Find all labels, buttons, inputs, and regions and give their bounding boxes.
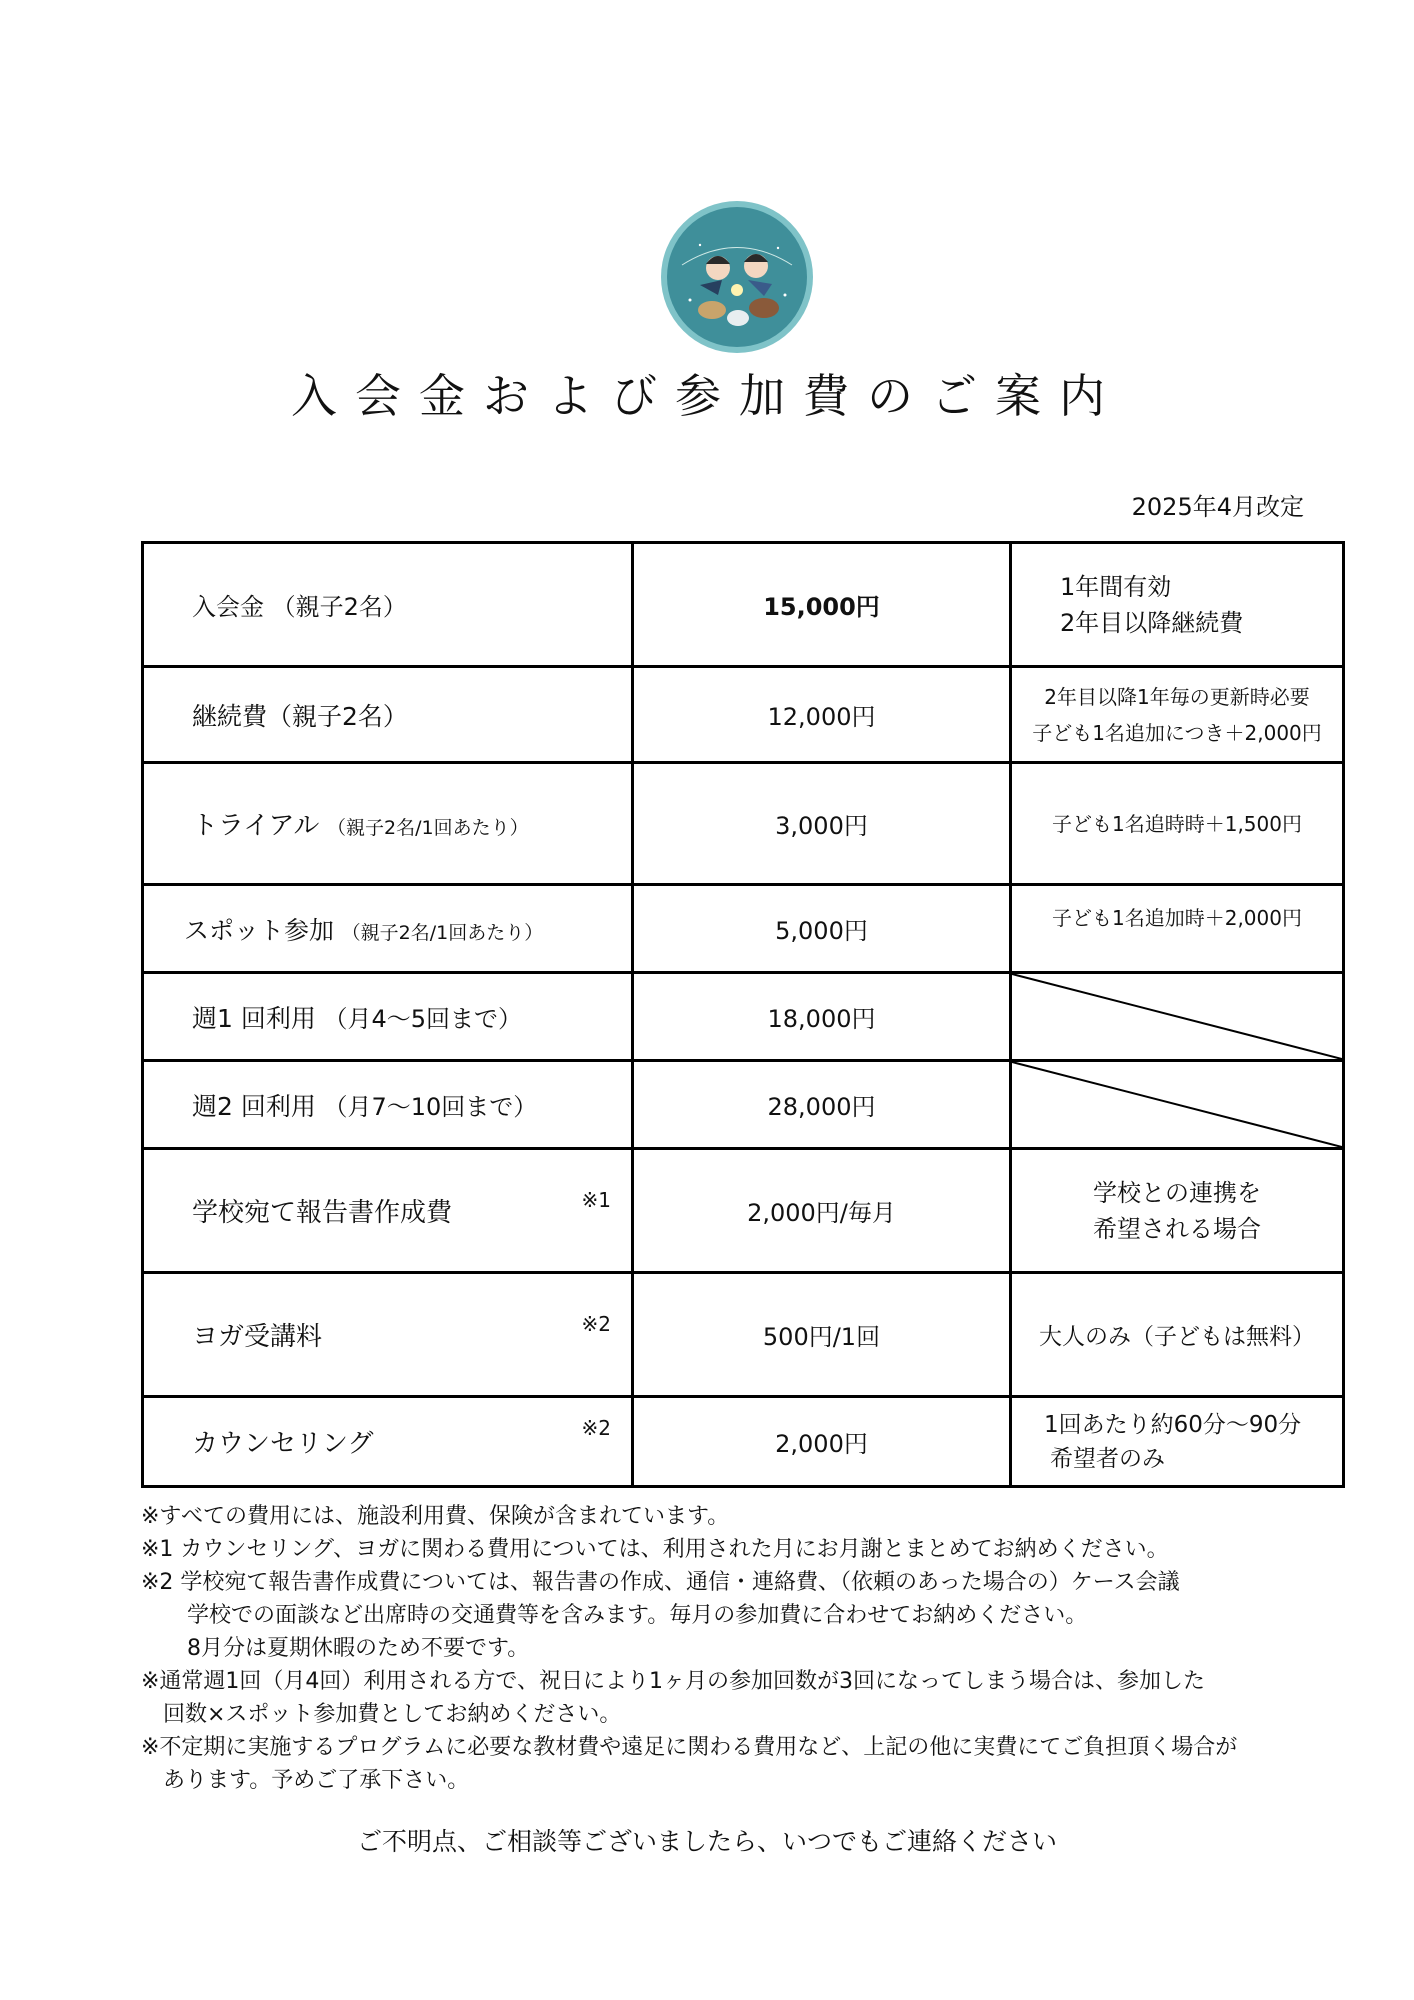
fee-name-cell — [143, 543, 633, 667]
closing-message: ご不明点、ご相談等ございましたら、いつでもご連絡ください — [356, 1827, 1057, 1856]
fee-note: 2年目以降継続費 — [1060, 608, 1244, 637]
fee-name: トライアル — [192, 811, 320, 841]
fee-notes-cell — [1011, 763, 1344, 885]
empty-cell — [1011, 1061, 1344, 1149]
fee-price: 3,000円 — [633, 763, 1011, 885]
table-row — [143, 885, 1344, 973]
fee-note: 2年目以降1年毎の更新時必要 — [1044, 684, 1310, 709]
diagonal-slash — [1012, 974, 1342, 1059]
fee-note: 子ども1名追加につき＋2,000円 — [1032, 720, 1322, 745]
fee-name-cell — [143, 1061, 633, 1149]
fee-name-note: （親子2名/1回あたり） — [341, 921, 544, 944]
fee-note: 1年間有効 — [1060, 572, 1172, 601]
fee-price: 5,000円 — [633, 885, 1011, 973]
footnote: ※2 学校宛て報告書作成費については、報告書の作成、通信・連絡費、（依頼のあった場合の）ケース会議 — [141, 1570, 1180, 1595]
fee-name: スポット参加 — [184, 915, 335, 945]
page-title: 入会金および参加費のご案内 — [291, 369, 1123, 423]
fee-name-cell — [143, 973, 633, 1061]
fee-name-cell — [143, 885, 633, 973]
table-row — [143, 543, 1344, 667]
fee-notes-cell — [1011, 543, 1344, 667]
fee-price: 2,000円/毎月 — [633, 1149, 1011, 1273]
fee-name: ヨガ受講料 — [192, 1322, 323, 1352]
table-row — [143, 667, 1344, 763]
fee-note: 希望される場合 — [1093, 1214, 1261, 1243]
fee-note: 大人のみ（子どもは無料） — [1011, 1273, 1344, 1397]
fee-name-note: （親子2名） — [271, 593, 407, 621]
fee-name-note: （月7〜10回まで） — [323, 1092, 538, 1121]
fee-name: カウンセリング — [192, 1429, 374, 1459]
empty-cell — [1011, 973, 1344, 1061]
fee-ref: ※2 — [581, 1416, 611, 1440]
fee-notes-cell — [1011, 667, 1344, 763]
table-row — [143, 973, 1344, 1061]
fee-name: 週1 回利用 — [192, 1003, 316, 1033]
fee-notes-cell — [1011, 1397, 1344, 1487]
fee-price: 15,000円 — [633, 543, 1011, 667]
fee-notes-cell — [1011, 885, 1344, 973]
diagonal-slash — [1012, 1062, 1342, 1147]
fee-name: 週2 回利用 — [192, 1091, 316, 1121]
fee-name: 学校宛て報告書作成費 — [192, 1198, 453, 1228]
fee-name-note: （親子2名/1回あたり） — [327, 817, 529, 839]
fee-table — [141, 541, 1345, 1488]
footnote: 8月分は夏期休暇のため不要です。 — [187, 1636, 530, 1661]
fee-price: 500円/1回 — [633, 1273, 1011, 1397]
table-row — [143, 1273, 1344, 1397]
fee-note: 1回あたり約60分〜90分 — [1044, 1411, 1302, 1438]
fee-name-note: （月4〜5回まで） — [323, 1004, 523, 1033]
fee-note: 学校との連携を — [1093, 1178, 1261, 1207]
fee-price: 18,000円 — [633, 973, 1011, 1061]
fee-price: 28,000円 — [633, 1061, 1011, 1149]
table-row — [143, 1061, 1344, 1149]
table-row — [143, 1149, 1344, 1273]
footnote: ※不定期に実施するプログラムに必要な教材費や遠足に関わる費用など、上記の他に実費にてご負担頂く場合が — [141, 1735, 1238, 1760]
fee-name: 継続費（親子2名） — [143, 667, 633, 763]
logo — [660, 200, 814, 354]
fee-name-cell — [143, 763, 633, 885]
fee-note: 子ども1名追加時＋2,000円 — [1052, 906, 1302, 930]
table-row — [143, 1397, 1344, 1487]
fee-notes-cell — [1011, 1149, 1344, 1273]
table-row — [143, 763, 1344, 885]
fee-name-cell — [143, 1273, 633, 1397]
revision-date: 2025年4月改定 — [1131, 493, 1304, 521]
footnote: 学校での面談など出席時の交通費等を含みます。毎月の参加費に合わせてお納めください。 — [187, 1603, 1088, 1628]
footnote: ※1 カウンセリング、ヨガに関わる費用については、利用された月にお月謝とまとめてお納めください。 — [141, 1537, 1169, 1562]
fee-name-cell — [143, 1397, 633, 1487]
fee-price: 2,000円 — [633, 1397, 1011, 1487]
fee-note: 希望者のみ — [1050, 1445, 1165, 1472]
footnote: あります。予めご了承下さい。 — [163, 1768, 470, 1793]
footnotes — [141, 1500, 1341, 1797]
footnote: ※通常週1回（月4回）利用される方で、祝日により1ヶ月の参加回数が3回になってしまう場合は、参加した — [141, 1669, 1205, 1694]
fee-note: 子ども1名追時時＋1,500円 — [1052, 811, 1302, 836]
footnote: 回数×スポット参加費としてお納めください。 — [163, 1702, 622, 1727]
fee-price: 12,000円 — [633, 667, 1011, 763]
fee-name: 入会金 — [192, 593, 264, 621]
fee-ref: ※1 — [581, 1188, 611, 1212]
fee-name-cell — [143, 1149, 633, 1273]
fee-ref: ※2 — [581, 1312, 611, 1336]
footnote: ※すべての費用には、施設利用費、保険が含まれています。 — [141, 1504, 730, 1529]
